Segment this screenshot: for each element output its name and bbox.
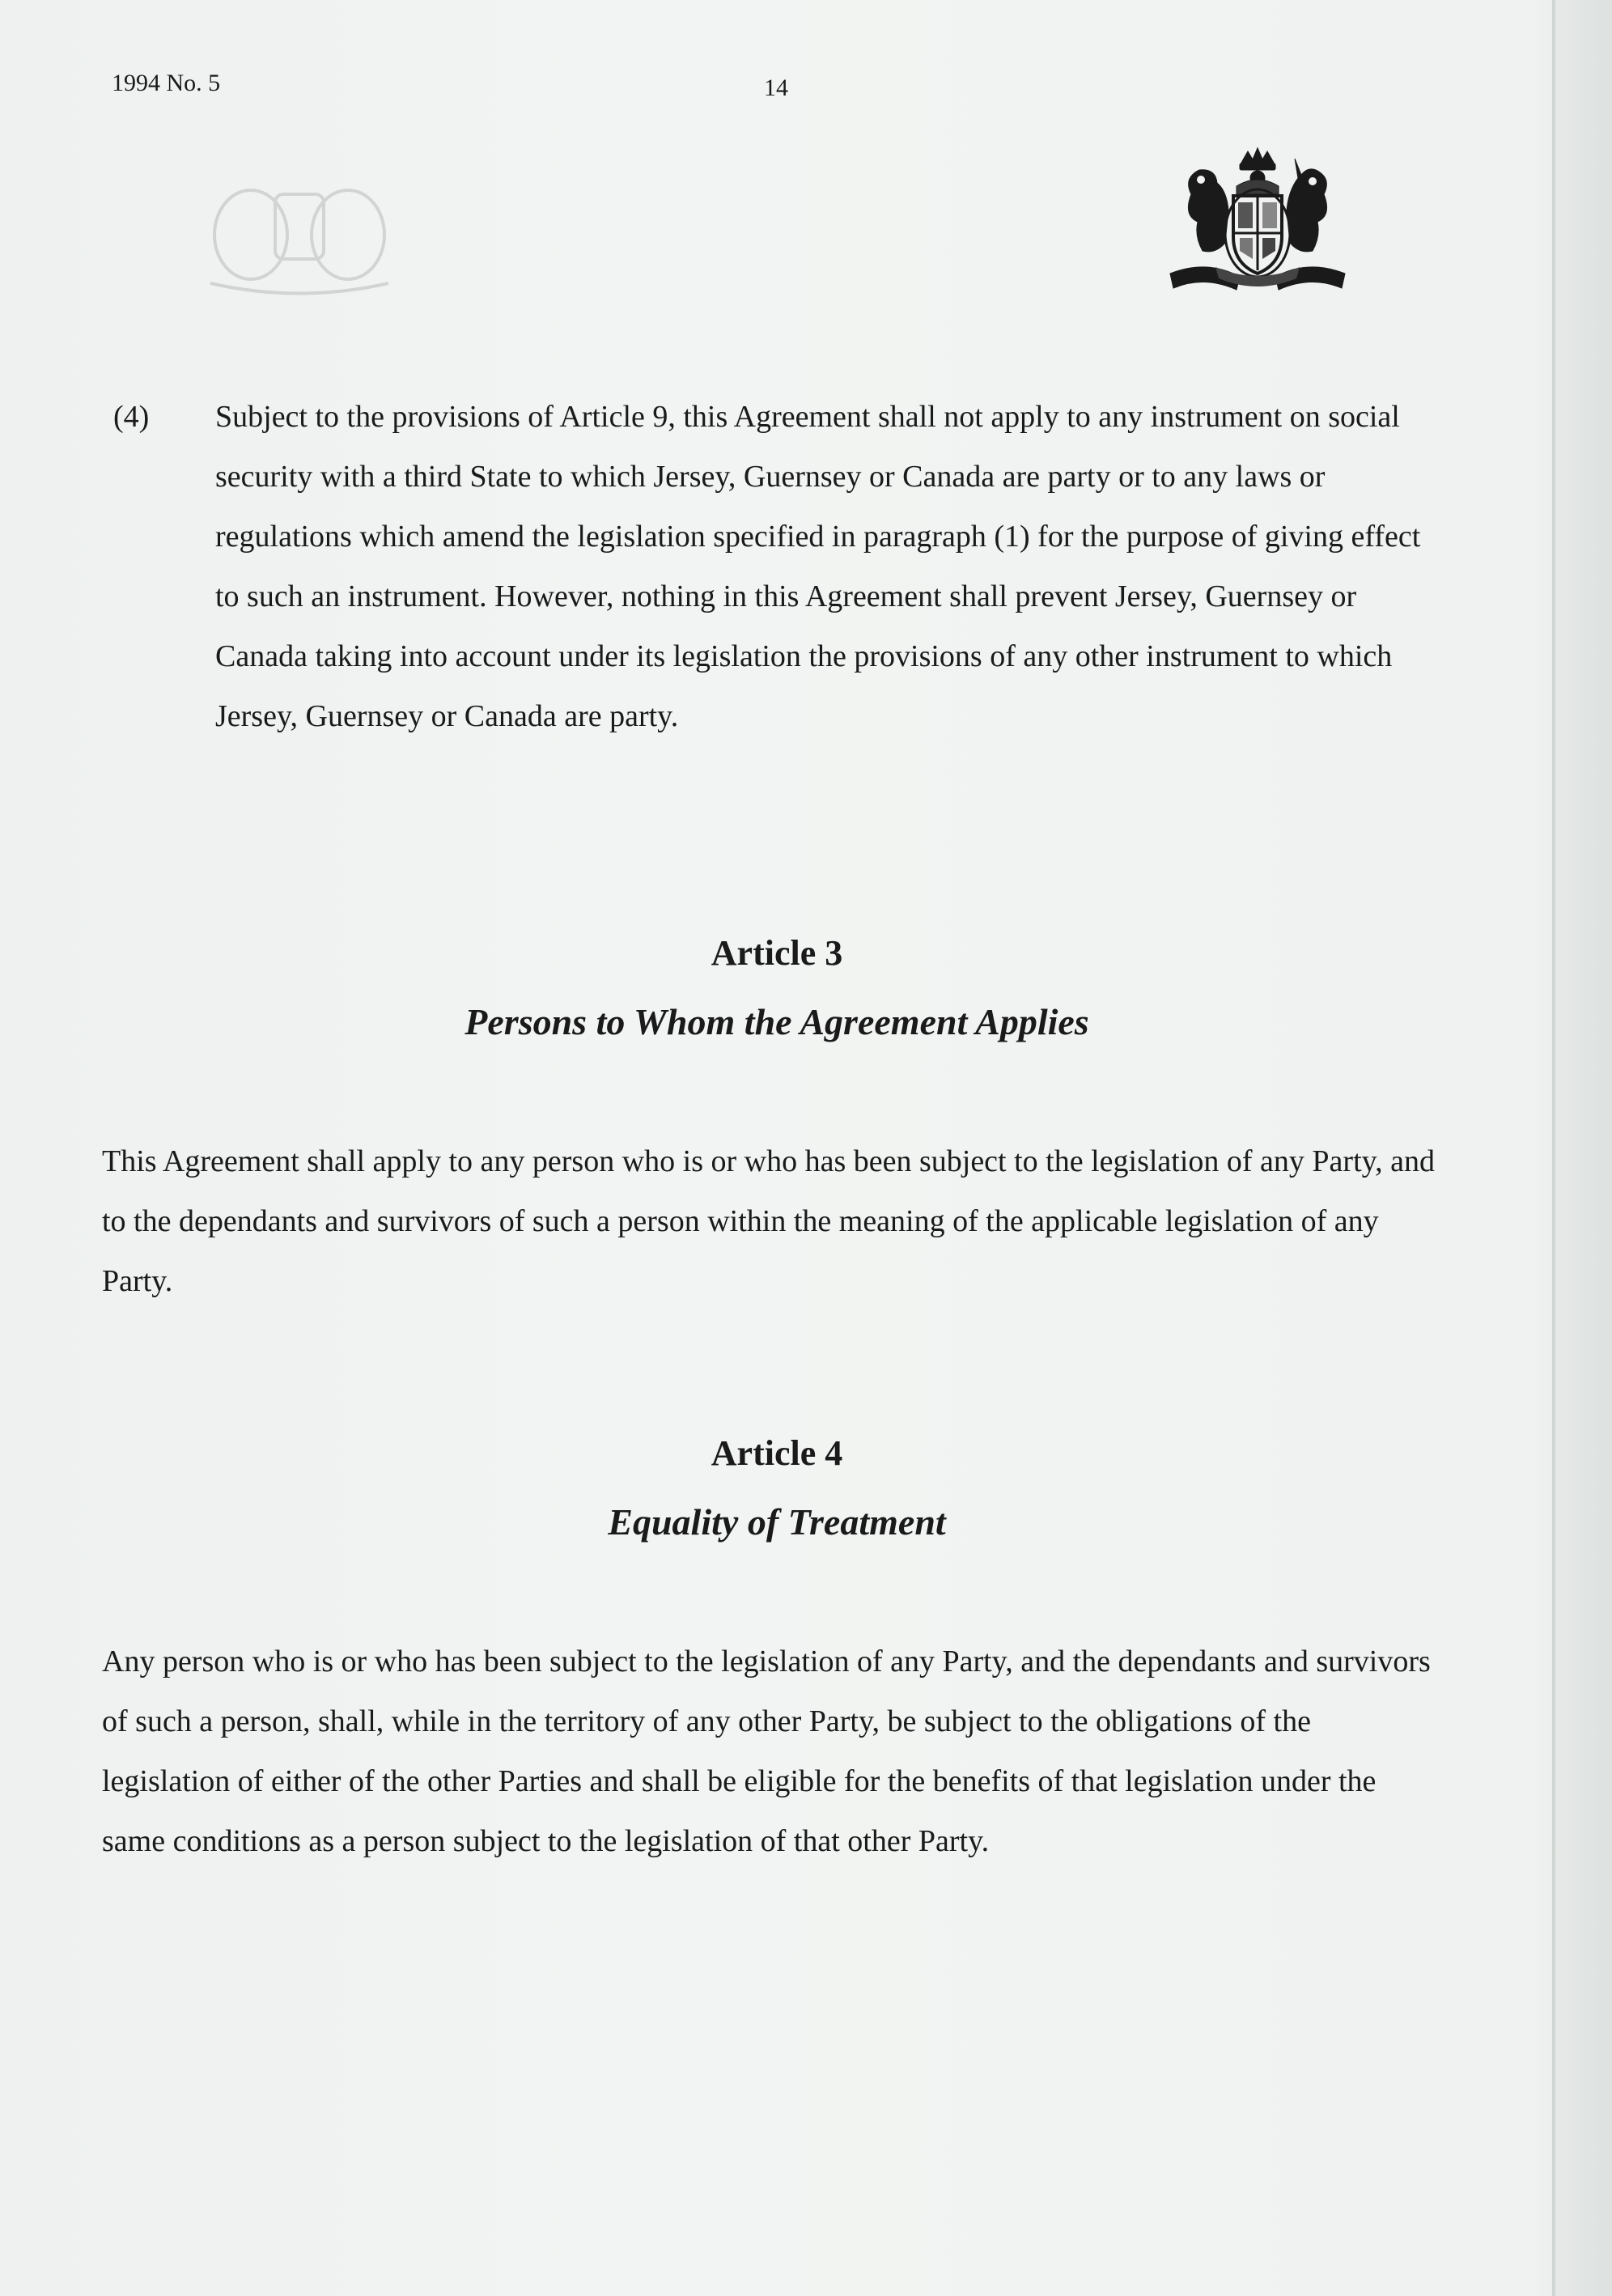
article-4-text: Any person who is or who has been subject to the legislation of any Party, and the dependants and survivors of such a person, shall, while in the territory of any other Party, be subject to the obligations of the legislation of either of the other Parties and shall be eligible for the benefits of that legislation under the same conditions as a person subject to the legislation of that other Party. — [102, 1645, 1431, 1858]
paragraph-4 — [113, 387, 1440, 746]
paragraph-number: (4) — [113, 400, 150, 434]
show-through-crest-icon — [194, 162, 405, 299]
royal-coat-of-arms-icon — [1159, 146, 1356, 291]
article-3-heading: Article 3 — [711, 933, 843, 973]
article-3-title: Persons to Whom the Agreement Applies — [465, 1001, 1089, 1042]
article-4-heading: Article 4 — [711, 1433, 843, 1473]
page-number: 14 — [764, 74, 788, 101]
paragraph-text: Subject to the provisions of Article 9, this Agreement shall not apply to any instrument on social security with a third State to which Jersey, Guernsey or Canada are party or to any laws or regulations which amend the legislation specified in paragraph (1) for the purpose of giving effect to such an instrument. However, nothing in this Agreement shall prevent Jersey, Guernsey or Canada taking into account under its legislation the provisions of any other instrument to which Jersey, Guernsey or Canada are party. — [215, 400, 1421, 733]
page-fold — [1552, 0, 1555, 2296]
page-fold-shadow — [1555, 0, 1612, 2296]
article-4-title: Equality of Treatment — [608, 1501, 946, 1543]
article-3-text: This Agreement shall apply to any person who is or who has been subject to the legislation of any Party, and to the dependants and survivors of such a person within the meaning of the applicable legislation of any Party. — [102, 1144, 1436, 1298]
document-reference: 1994 No. 5 — [112, 70, 221, 96]
